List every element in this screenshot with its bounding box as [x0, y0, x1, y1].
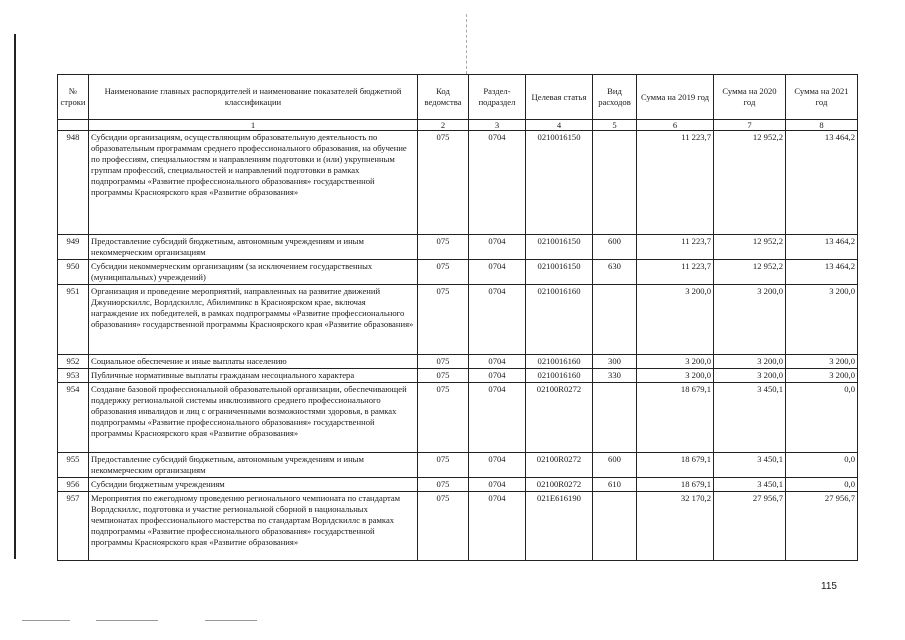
target-article-cell: 02100R0272: [526, 478, 593, 492]
section-cell: 0704: [469, 369, 526, 383]
row-name-cell: Субсидии бюджетным учреждениям: [89, 478, 418, 492]
table-row: [58, 235, 858, 260]
header-expense-type: Вид расходов: [593, 75, 637, 120]
table-row: [58, 355, 858, 369]
column-number: 7: [714, 120, 786, 131]
row-name-cell: Предоставление субсидий бюджетным, автономным учреждениям и иным некоммерческим организациям: [89, 453, 418, 478]
row-name-cell: Организация и проведение мероприятий, направленных на развитие движений Джуниорскиллс, Ворлдскиллс, Абилимпикс в Красноярском крае, включая награждение их победителей, в рамках подпрограммы «Развитие профессионального образования» государственной программы Красноярского края «Развитие образования»: [89, 285, 418, 355]
dept-code-cell: 075: [418, 285, 469, 355]
header-sum-2020: Сумма на 2020 год: [714, 75, 786, 120]
target-article-cell: 0210016150: [526, 131, 593, 235]
target-article-cell: 02100R0272: [526, 453, 593, 478]
column-number: 1: [89, 120, 418, 131]
header-sum-2021: Сумма на 2021 год: [786, 75, 858, 120]
expense-type-cell: 300: [593, 355, 637, 369]
table-row: [58, 492, 858, 561]
row-name-cell: Создание базовой профессиональной образовательной организации, обеспечивающей поддержку региональной системы инклюзивного среднего профессионального образования инвалидов и лиц с ограниченными возможностями здоровья, в рамках подпрограммы «Развитие профессионального образования» государственной программы Красноярского края «Развитие образования»: [89, 383, 418, 453]
column-number: 5: [593, 120, 637, 131]
fold-line: [466, 14, 467, 74]
sum-2021-cell: 0,0: [786, 478, 858, 492]
header-row-number: № строки: [58, 75, 89, 120]
sum-2020-cell: 12 952,2: [714, 235, 786, 260]
dept-code-cell: 075: [418, 492, 469, 561]
expense-type-cell: 330: [593, 369, 637, 383]
sum-2019-cell: 18 679,1: [637, 478, 714, 492]
sum-2021-cell: 0,0: [786, 453, 858, 478]
table-header-row: [58, 75, 858, 120]
section-cell: 0704: [469, 260, 526, 285]
sum-2019-cell: 11 223,7: [637, 131, 714, 235]
sum-2021-cell: 13 464,2: [786, 131, 858, 235]
column-number-row: [58, 120, 858, 131]
expense-type-cell: [593, 383, 637, 453]
scan-margin-bar: [14, 34, 16, 559]
target-article-cell: 0210016160: [526, 369, 593, 383]
section-cell: 0704: [469, 131, 526, 235]
footer-line: [96, 620, 158, 621]
sum-2021-cell: 13 464,2: [786, 235, 858, 260]
table-row: [58, 131, 858, 235]
dept-code-cell: 075: [418, 369, 469, 383]
sum-2019-cell: 11 223,7: [637, 235, 714, 260]
dept-code-cell: 075: [418, 235, 469, 260]
sum-2019-cell: 18 679,1: [637, 453, 714, 478]
footer-line: [22, 620, 70, 621]
expense-type-cell: 600: [593, 453, 637, 478]
table-row: [58, 285, 858, 355]
section-cell: 0704: [469, 235, 526, 260]
sum-2020-cell: 12 952,2: [714, 260, 786, 285]
column-number: 6: [637, 120, 714, 131]
header-dept-code: Код ведомства: [418, 75, 469, 120]
target-article-cell: 0210016150: [526, 260, 593, 285]
expense-type-cell: [593, 492, 637, 561]
expense-type-cell: 600: [593, 235, 637, 260]
sum-2020-cell: 3 450,1: [714, 478, 786, 492]
target-article-cell: 021E616190: [526, 492, 593, 561]
section-cell: 0704: [469, 453, 526, 478]
table-row: [58, 478, 858, 492]
row-name-cell: Предоставление субсидий бюджетным, автономным учреждениям и иным некоммерческим организациям: [89, 235, 418, 260]
sum-2020-cell: 12 952,2: [714, 131, 786, 235]
page-number: 115: [821, 581, 837, 592]
section-cell: 0704: [469, 478, 526, 492]
dept-code-cell: 075: [418, 453, 469, 478]
section-cell: 0704: [469, 285, 526, 355]
row-number-cell: 957: [58, 492, 89, 561]
column-number-empty: [58, 120, 89, 131]
sum-2020-cell: 3 450,1: [714, 383, 786, 453]
sum-2021-cell: 3 200,0: [786, 355, 858, 369]
dept-code-cell: 075: [418, 131, 469, 235]
expense-type-cell: 610: [593, 478, 637, 492]
row-name-cell: Субсидии некоммерческим организациям (за исключением государственных (муниципальных) учреждений): [89, 260, 418, 285]
table-row: [58, 369, 858, 383]
sum-2021-cell: 27 956,7: [786, 492, 858, 561]
column-number: 3: [469, 120, 526, 131]
sum-2020-cell: 3 200,0: [714, 285, 786, 355]
expense-type-cell: [593, 285, 637, 355]
dept-code-cell: 075: [418, 478, 469, 492]
sum-2019-cell: 3 200,0: [637, 355, 714, 369]
column-number: 8: [786, 120, 858, 131]
sum-2021-cell: 3 200,0: [786, 369, 858, 383]
sum-2021-cell: 3 200,0: [786, 285, 858, 355]
row-number-cell: 948: [58, 131, 89, 235]
sum-2019-cell: 11 223,7: [637, 260, 714, 285]
target-article-cell: 0210016160: [526, 285, 593, 355]
expense-type-cell: 630: [593, 260, 637, 285]
column-number: 2: [418, 120, 469, 131]
dept-code-cell: 075: [418, 260, 469, 285]
sum-2020-cell: 3 450,1: [714, 453, 786, 478]
sum-2019-cell: 3 200,0: [637, 369, 714, 383]
target-article-cell: 0210016150: [526, 235, 593, 260]
header-name: Наименование главных распорядителей и наименование показателей бюджетной классификации: [89, 75, 418, 120]
row-name-cell: Мероприятия по ежегодному проведению регионального чемпионата по стандартам Ворлдскиллс, подготовка и участие региональной сборной в национальных чемпионатах профессионального мастерства по стандартам Ворлдскиллс в рамках подпрограммы «Развитие профессионального образования» государственной программы Красноярского края «Развитие образования»: [89, 492, 418, 561]
sum-2019-cell: 3 200,0: [637, 285, 714, 355]
table-row: [58, 260, 858, 285]
table-row: [58, 453, 858, 478]
section-cell: 0704: [469, 383, 526, 453]
sum-2020-cell: 3 200,0: [714, 355, 786, 369]
sum-2019-cell: 32 170,2: [637, 492, 714, 561]
budget-table: [57, 74, 858, 561]
section-cell: 0704: [469, 355, 526, 369]
section-cell: 0704: [469, 492, 526, 561]
header-sum-2019: Сумма на 2019 год: [637, 75, 714, 120]
footer-line: [205, 620, 257, 621]
sum-2021-cell: 0,0: [786, 383, 858, 453]
target-article-cell: 02100R0272: [526, 383, 593, 453]
header-section: Раздел-подраздел: [469, 75, 526, 120]
target-article-cell: 0210016160: [526, 355, 593, 369]
sum-2019-cell: 18 679,1: [637, 383, 714, 453]
sum-2021-cell: 13 464,2: [786, 260, 858, 285]
row-name-cell: Публичные нормативные выплаты гражданам несоциального характера: [89, 369, 418, 383]
dept-code-cell: 075: [418, 383, 469, 453]
row-name-cell: Социальное обеспечение и иные выплаты населению: [89, 355, 418, 369]
sum-2020-cell: 27 956,7: [714, 492, 786, 561]
row-number-cell: 951: [58, 285, 89, 355]
column-number: 4: [526, 120, 593, 131]
dept-code-cell: 075: [418, 355, 469, 369]
row-number-cell: 955: [58, 453, 89, 478]
row-number-cell: 949: [58, 235, 89, 260]
expense-type-cell: [593, 131, 637, 235]
row-number-cell: 956: [58, 478, 89, 492]
row-number-cell: 954: [58, 383, 89, 453]
row-name-cell: Субсидии организациям, осуществляющим образовательную деятельность по образовательным программам среднего профессионального образования, на обучение по профессиям, специальностям и направлениям подготовки и (или) укрупненным группам профессий, специальностей и направлений подготовки в рамках подпрограммы «Развитие профессионального образования» государственной программы Красноярского края «Развитие образования»: [89, 131, 418, 235]
header-target-article: Целевая статья: [526, 75, 593, 120]
row-number-cell: 952: [58, 355, 89, 369]
table-row: [58, 383, 858, 453]
row-number-cell: 953: [58, 369, 89, 383]
sum-2020-cell: 3 200,0: [714, 369, 786, 383]
row-number-cell: 950: [58, 260, 89, 285]
